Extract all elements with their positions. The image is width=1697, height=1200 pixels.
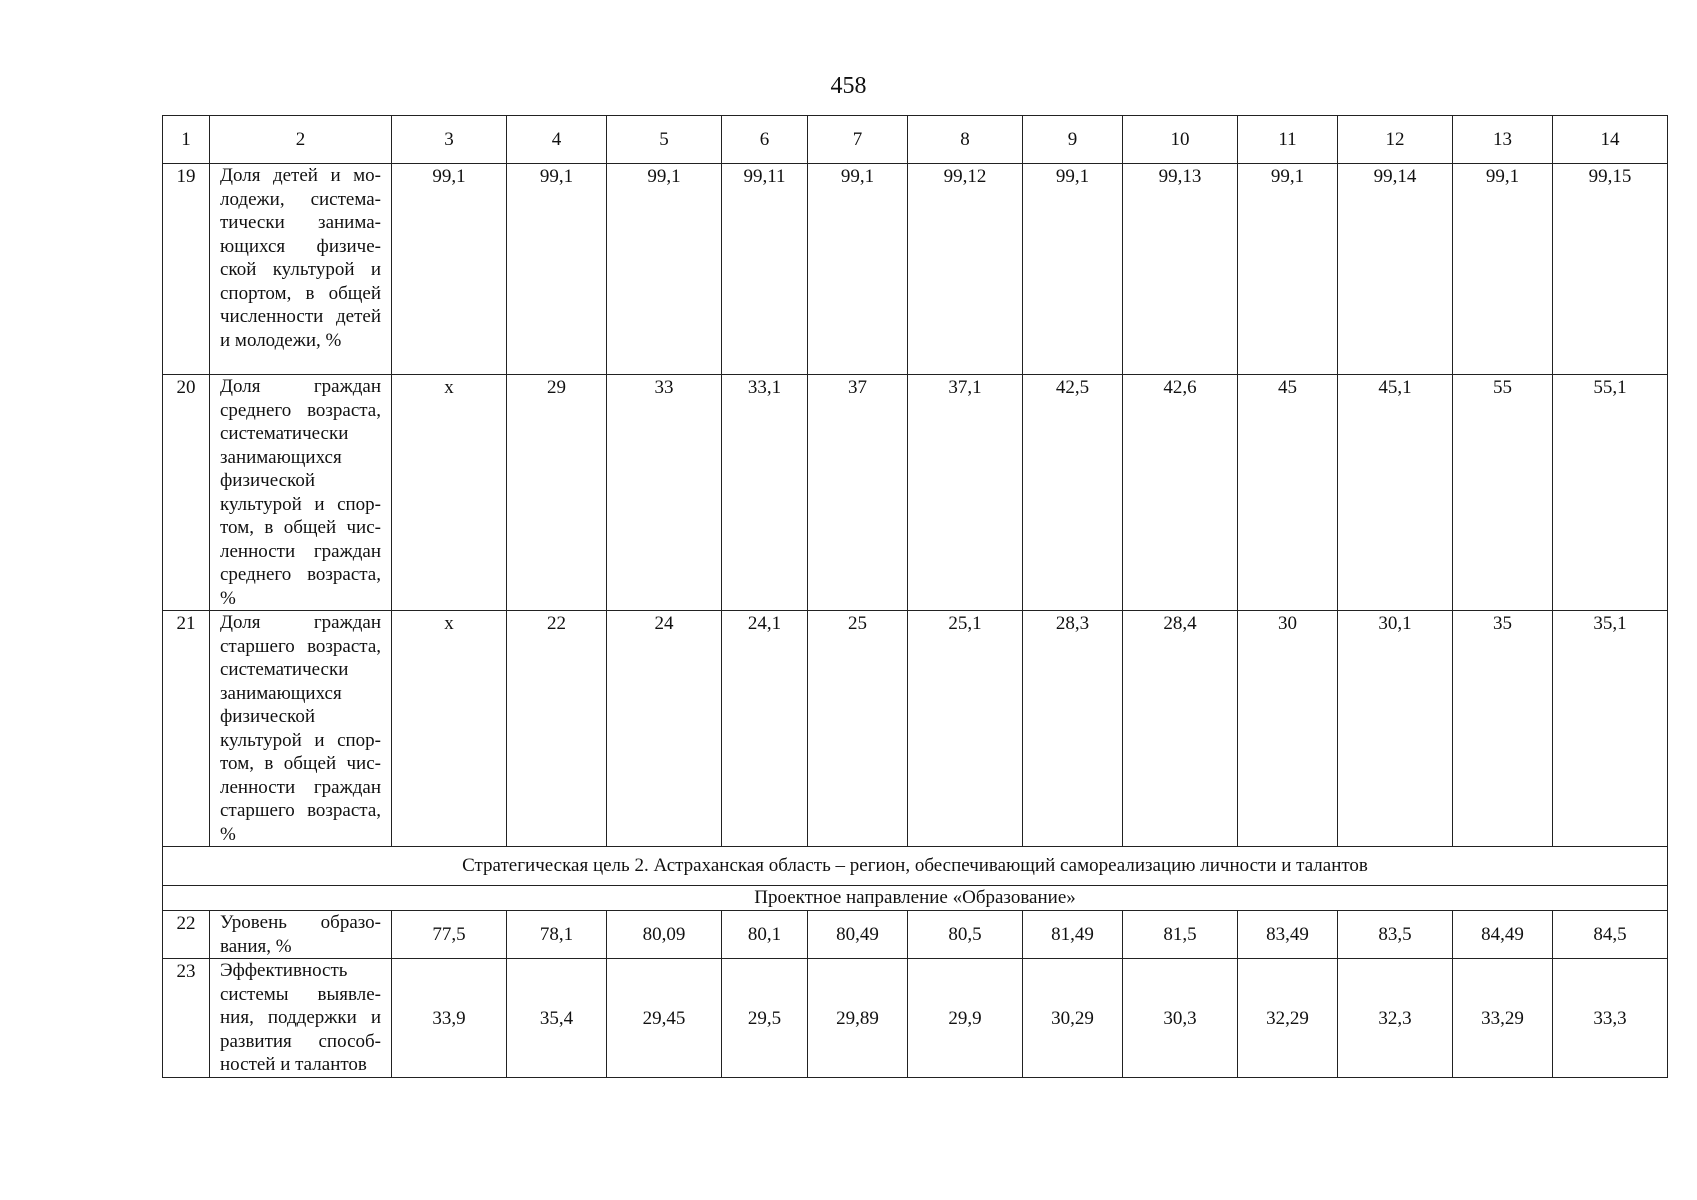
value-cell: 28,4 xyxy=(1123,611,1238,847)
value-cell: 55,1 xyxy=(1553,375,1668,611)
row-number: 20 xyxy=(163,375,210,611)
value-cell: 81,49 xyxy=(1023,911,1123,959)
value-cell: 35,1 xyxy=(1553,611,1668,847)
value-cell: 29,5 xyxy=(722,959,808,1078)
value-cell: 99,1 xyxy=(507,164,607,375)
value-cell: 25 xyxy=(808,611,908,847)
value-cell: 24,1 xyxy=(722,611,808,847)
value-cell: 33,1 xyxy=(722,375,808,611)
value-cell: 45 xyxy=(1238,375,1338,611)
value-cell: х xyxy=(392,375,507,611)
indicator-name: Доля детей и молодежи, систематически занимающихся физической культурой и спортом, в общей численности детей и молодежи, % xyxy=(210,164,392,375)
value-cell: 99,1 xyxy=(808,164,908,375)
header-cell: 7 xyxy=(808,116,908,164)
header-cell: 10 xyxy=(1123,116,1238,164)
value-cell: 30,29 xyxy=(1023,959,1123,1078)
value-cell: 99,1 xyxy=(1453,164,1553,375)
value-cell: 33,3 xyxy=(1553,959,1668,1078)
value-cell: 30 xyxy=(1238,611,1338,847)
table-row xyxy=(163,959,1668,1078)
value-cell: 32,3 xyxy=(1338,959,1453,1078)
value-cell: 78,1 xyxy=(507,911,607,959)
value-cell: 33,29 xyxy=(1453,959,1553,1078)
header-row xyxy=(163,116,1668,164)
value-cell: 22 xyxy=(507,611,607,847)
value-cell: 99,15 xyxy=(1553,164,1668,375)
indicator-name: Доля граждан среднего возраста, систематически занимающихся физической культурой и спортом, в общей численности граждан среднего возраста, % xyxy=(210,375,392,611)
header-cell: 2 xyxy=(210,116,392,164)
header-cell: 12 xyxy=(1338,116,1453,164)
value-cell: 99,13 xyxy=(1123,164,1238,375)
row-number: 19 xyxy=(163,164,210,375)
value-cell: 35 xyxy=(1453,611,1553,847)
value-cell: 80,09 xyxy=(607,911,722,959)
table-row xyxy=(163,911,1668,959)
value-cell: 29 xyxy=(507,375,607,611)
row-number: 21 xyxy=(163,611,210,847)
indicators-table xyxy=(162,115,1668,1078)
value-cell: 30,3 xyxy=(1123,959,1238,1078)
strategic-goal-heading: Стратегическая цель 2. Астраханская область – регион, обеспечивающий самореализацию личности и талантов xyxy=(163,847,1668,886)
header-cell: 3 xyxy=(392,116,507,164)
value-cell: 32,29 xyxy=(1238,959,1338,1078)
value-cell: 24 xyxy=(607,611,722,847)
value-cell: 83,5 xyxy=(1338,911,1453,959)
project-direction-row xyxy=(163,886,1668,911)
header-cell: 14 xyxy=(1553,116,1668,164)
header-cell: 6 xyxy=(722,116,808,164)
value-cell: 77,5 xyxy=(392,911,507,959)
value-cell: 80,5 xyxy=(908,911,1023,959)
value-cell: 30,1 xyxy=(1338,611,1453,847)
value-cell: 29,9 xyxy=(908,959,1023,1078)
table-row xyxy=(163,164,1668,375)
project-direction-heading: Проектное направление «Образование» xyxy=(163,886,1668,911)
value-cell: 81,5 xyxy=(1123,911,1238,959)
value-cell: 45,1 xyxy=(1338,375,1453,611)
value-cell: 35,4 xyxy=(507,959,607,1078)
value-cell: 80,49 xyxy=(808,911,908,959)
value-cell: 29,45 xyxy=(607,959,722,1078)
value-cell: 25,1 xyxy=(908,611,1023,847)
value-cell: 33 xyxy=(607,375,722,611)
value-cell: 99,12 xyxy=(908,164,1023,375)
header-cell: 9 xyxy=(1023,116,1123,164)
page-number: 458 xyxy=(830,73,867,99)
indicator-name: Эффективность системы выявления, поддержки и развития способностей и талантов xyxy=(210,959,392,1078)
value-cell: 42,5 xyxy=(1023,375,1123,611)
value-cell: х xyxy=(392,611,507,847)
table-row xyxy=(163,611,1668,847)
value-cell: 99,1 xyxy=(1023,164,1123,375)
value-cell: 84,5 xyxy=(1553,911,1668,959)
header-cell: 8 xyxy=(908,116,1023,164)
value-cell: 99,1 xyxy=(607,164,722,375)
value-cell: 99,14 xyxy=(1338,164,1453,375)
value-cell: 99,11 xyxy=(722,164,808,375)
indicator-name: Уровень образования, % xyxy=(210,911,392,959)
value-cell: 83,49 xyxy=(1238,911,1338,959)
header-cell: 5 xyxy=(607,116,722,164)
header-cell: 13 xyxy=(1453,116,1553,164)
value-cell: 80,1 xyxy=(722,911,808,959)
value-cell: 99,1 xyxy=(1238,164,1338,375)
value-cell: 99,1 xyxy=(392,164,507,375)
value-cell: 28,3 xyxy=(1023,611,1123,847)
value-cell: 55 xyxy=(1453,375,1553,611)
row-number: 22 xyxy=(163,911,210,959)
strategic-goal-row xyxy=(163,847,1668,886)
value-cell: 37,1 xyxy=(908,375,1023,611)
value-cell: 42,6 xyxy=(1123,375,1238,611)
table-row xyxy=(163,375,1668,611)
header-cell: 4 xyxy=(507,116,607,164)
indicator-name: Доля граждан старшего возраста, систематически занимающихся физической культурой и спортом, в общей численности граждан старшего возраста, % xyxy=(210,611,392,847)
value-cell: 84,49 xyxy=(1453,911,1553,959)
value-cell: 33,9 xyxy=(392,959,507,1078)
header-cell: 1 xyxy=(163,116,210,164)
header-cell: 11 xyxy=(1238,116,1338,164)
value-cell: 37 xyxy=(808,375,908,611)
value-cell: 29,89 xyxy=(808,959,908,1078)
row-number: 23 xyxy=(163,959,210,1078)
